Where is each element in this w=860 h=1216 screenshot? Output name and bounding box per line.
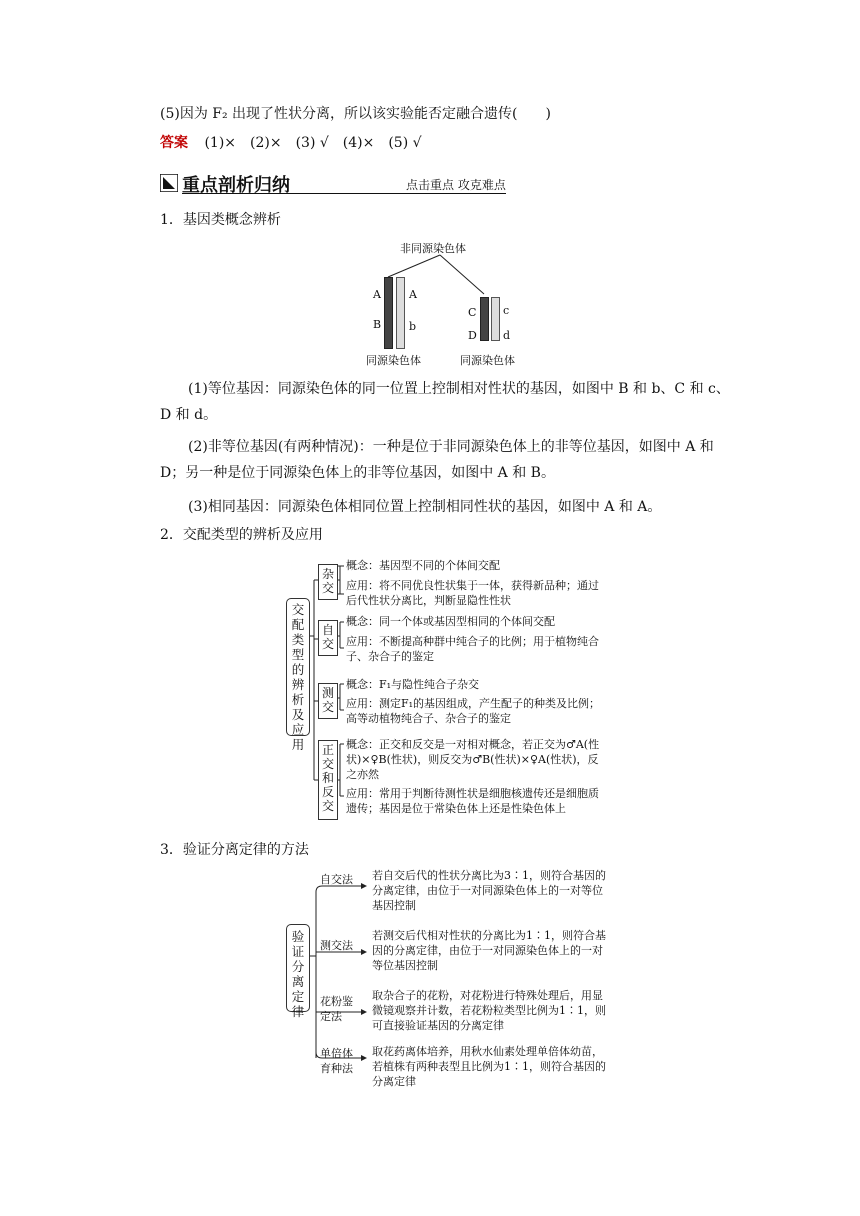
- mating-reciprocal-concept: 概念：正交和反交是一对相对概念，若正交为♂A(性状)×♀B(性状)，则反交为♂B(性状)×♀A(性状)，反之亦然: [346, 738, 600, 781]
- method-self-name: 自交法: [320, 873, 353, 886]
- label-homologous-left: 同源染色体: [366, 354, 421, 367]
- chromosome-bar: [384, 277, 393, 349]
- label-homologous-right: 同源染色体: [460, 354, 515, 367]
- chromosome-bar: [480, 297, 489, 341]
- mating-root-box: 交配类型的辨析及应用: [286, 598, 310, 736]
- method-testcross-text: 若测交后代相对性状的分离比为1∶1，则符合基因的分离定律，由位于一对同源染色体上的一对等位基因控制: [372, 929, 606, 972]
- s1-paragraph-2: (2)非等位基因(有两种情况)：一种是位于非同源染色体上的非等位基因，如图中 A 和 D；另一种是位于同源染色体上的非等位基因，如图中 A 和 B。: [160, 439, 714, 481]
- mating-self-concept: 概念：同一个体或基因型相同的个体间交配: [346, 615, 555, 628]
- section-title: 重点剖析归纳: [182, 175, 290, 196]
- gene-label: A: [373, 288, 381, 301]
- chromosome-bar: [396, 277, 405, 349]
- s1-paragraph-1: (1)等位基因：同源染色体的同一位置上控制相对性状的基因，如图中 B 和 b、C 和 c、D 和 d。: [160, 381, 730, 423]
- gene-label: B: [373, 318, 382, 331]
- s3-heading: 3．验证分离定律的方法: [160, 842, 309, 858]
- segregation-diagram: [280, 866, 620, 1096]
- section-header: [160, 172, 506, 194]
- gene-label: A: [409, 288, 417, 301]
- gene-label: b: [409, 320, 417, 333]
- mating-type-self: 自交: [318, 620, 338, 656]
- gene-label: c: [503, 304, 510, 317]
- answer-label: 答案: [160, 135, 188, 151]
- chromosome-figure: [360, 240, 540, 370]
- answer-line: [160, 133, 422, 153]
- method-pollen-text: 取杂合子的花粉，对花粉进行特殊处理后，用显微镜观察并计数，若花粉粒类型比例为1∶1，则可直接验证基因的分离定律: [372, 989, 606, 1032]
- gene-label: D: [468, 329, 477, 342]
- section-subtitle: 点击重点 攻克难点: [406, 178, 506, 192]
- method-self-text: 若自交后代的性状分离比为3∶1，则符合基因的分离定律，由位于一对同源染色体上的一对等位基因控制: [372, 869, 606, 912]
- mating-type-testcross: 测交: [318, 683, 338, 719]
- mating-self-application: 应用：不断提高种群中纯合子的比例；用于植物纯合子、杂合子的鉴定: [346, 635, 599, 663]
- question-5: (5)因为 F₂ 出现了性状分离，所以该实验能否定融合遗传( ): [160, 106, 551, 122]
- mating-hybrid-application: 应用：将不同优良性状集于一体，获得新品种；通过后代性状分离比，判断显隐性性状: [346, 579, 599, 607]
- chromosome-bar: [491, 297, 500, 341]
- mating-type-hybrid: 杂交: [318, 564, 338, 600]
- mating-type-reciprocal: 正交和反交: [318, 740, 338, 820]
- gene-label: d: [503, 329, 511, 342]
- gene-label: C: [468, 306, 477, 319]
- section-underline: [182, 193, 506, 194]
- method-testcross-name: 测交法: [320, 939, 353, 952]
- mating-reciprocal-application: 应用：常用于判断待测性状是细胞核遗传还是细胞质遗传；基因是位于常染色体上还是性染色体上: [346, 787, 599, 815]
- mating-hybrid-concept: 概念：基因型不同的个体间交配: [346, 559, 500, 572]
- s1-paragraph-3: (3)相同基因：同源染色体相同位置上控制相同性状的基因，如图中 A 和 A。: [188, 499, 662, 515]
- label-non-homologous: 非同源染色体: [400, 242, 466, 255]
- segregation-root-box: 验证分离定律: [286, 924, 310, 1012]
- corner-arrow-icon: [160, 174, 178, 192]
- mating-testcross-application: 应用：测定F₁的基因组成，产生配子的种类及比例；高等动植物纯合子、杂合子的鉴定: [346, 697, 601, 725]
- mating-diagram: [280, 556, 620, 832]
- mating-testcross-concept: 概念：F₁与隐性纯合子杂交: [346, 678, 480, 691]
- s2-heading: 2．交配类型的辨析及应用: [160, 527, 323, 543]
- s1-heading: 1．基因类概念辨析: [160, 212, 281, 228]
- answer-text: (1)× (2)× (3) √ (4)× (5) √: [204, 135, 422, 151]
- method-haploid-text: 取花药离体培养，用秋水仙素处理单倍体幼苗，若植株有两种表型且比例为1∶1，则符合基因的分离定律: [372, 1045, 606, 1088]
- method-haploid-name: 单倍体育种法: [320, 1047, 353, 1075]
- method-pollen-name: 花粉鉴定法: [320, 995, 353, 1023]
